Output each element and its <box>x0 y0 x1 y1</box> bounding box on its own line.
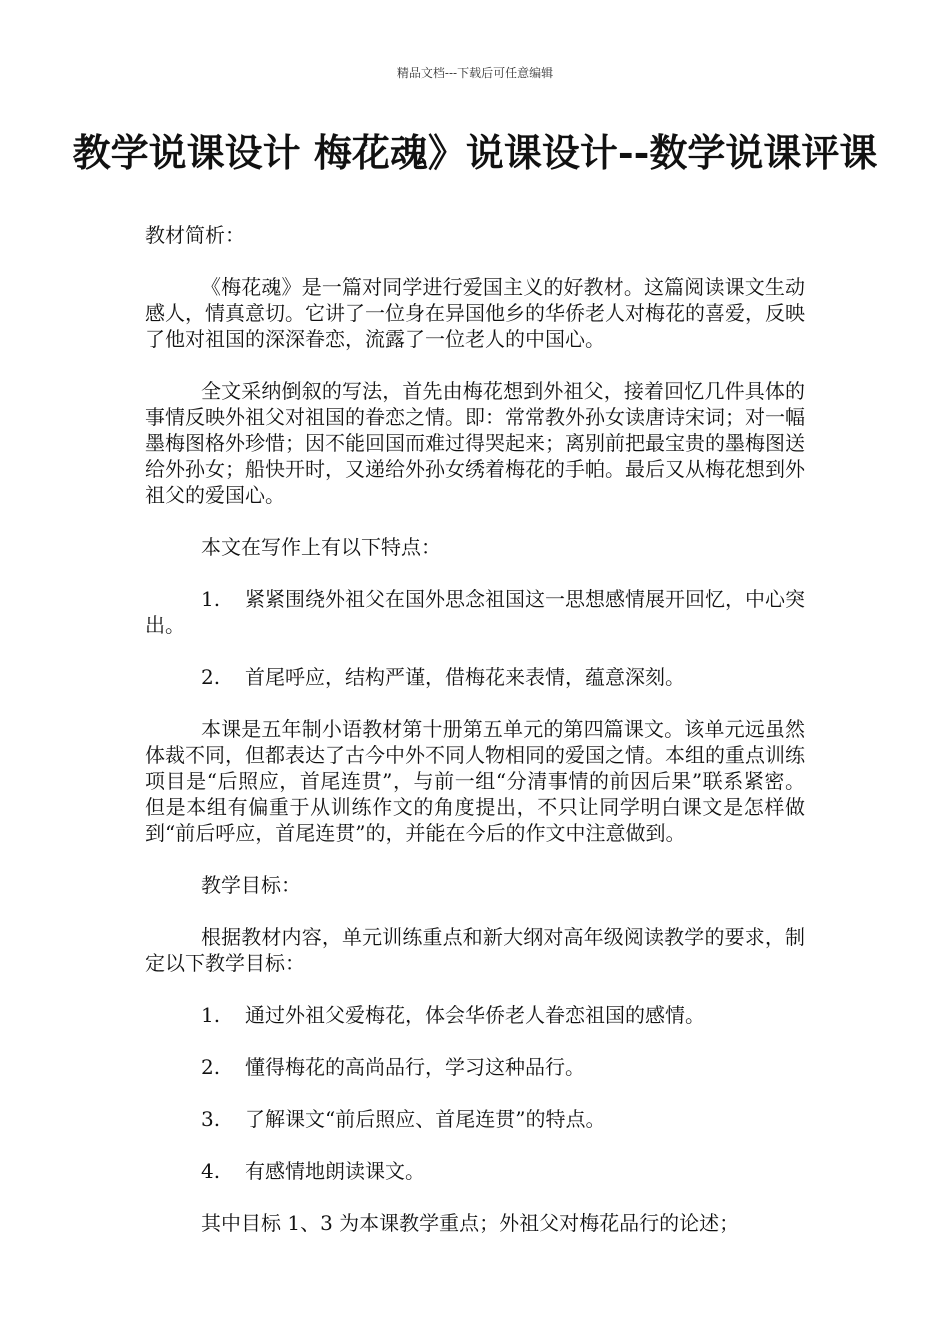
feature-1-text: 紧紧围绕外祖父在国外思念祖国这一思想感情展开回忆，中心突出。 <box>145 587 805 637</box>
document-title: 教学说课设计 梅花魂》说课设计--数学说课评课 <box>72 130 878 175</box>
feature-item-1 <box>145 586 805 638</box>
goal-4-number: 4. <box>201 1159 221 1183</box>
goal-3-number: 3. <box>201 1107 221 1131</box>
paragraph-1: 《梅花魂》是一篇对同学进行爱国主义的好教材。这篇阅读课文生动感人，情真意切。它讲了一位身在异国他乡的华侨老人对梅花的喜爱，反映了他对祖国的深深眷恋，流露了一位老人的中国心。 <box>145 275 805 351</box>
goal-1-number: 1. <box>201 1003 221 1027</box>
goal-2-text: 懂得梅花的高尚品行，学习这种品行。 <box>245 1055 585 1079</box>
goal-1-text: 通过外祖父爱梅花，体会华侨老人眷恋祖国的感情。 <box>245 1003 705 1027</box>
feature-item-2 <box>145 664 805 690</box>
goal-3-text: 了解课文“前后照应、首尾连贯”的特点。 <box>245 1107 606 1131</box>
feature-1-number: 1. <box>201 587 221 611</box>
paragraph-2: 全文采纳倒叙的写法，首先由梅花想到外祖父，接着回忆几件具体的事情反映外祖父对祖国的眷恋之情。即：常常教外孙女读唐诗宋词；对一幅墨梅图格外珍惜；因不能回国而难过得哭起来；离别前把最宝贵的墨梅图送给外孙女；船快开时，又递给外孙女绣着梅花的手帕。最后又从梅花想到外祖父的爱国心。 <box>145 379 805 507</box>
paragraph-3: 本文在写作上有以下特点： <box>201 535 441 559</box>
goal-item-3 <box>145 1106 805 1132</box>
paragraph-6: 其中目标 1、3 为本课教学重点；外祖父对梅花品行的论述； <box>201 1211 740 1235</box>
feature-2-number: 2. <box>201 665 221 689</box>
feature-2-text: 首尾呼应，结构严谨，借梅花来表情，蕴意深刻。 <box>245 665 685 689</box>
paragraph-4: 本课是五年制小语教材第十册第五单元的第四篇课文。该单元远虽然体裁不同，但都表达了古今中外不同人物相同的爱国之情。本组的重点训练项目是“后照应，首尾连贯”，与前一组“分清事情的前因后果”联系紧密。但是本组有偏重于从训练作文的角度提出，不只让同学明白课文是怎样做到“前后呼应，首尾连贯”的，并能在今后的作文中注意做到。 <box>145 717 805 845</box>
analysis-label: 教材简析： <box>145 223 245 247</box>
document-body <box>145 222 805 1236</box>
page-header: 精品文档---下载后可任意编辑 <box>396 66 554 80</box>
goal-2-number: 2. <box>201 1055 221 1079</box>
goals-label: 教学目标： <box>201 873 301 897</box>
paragraph-5: 根据教材内容，单元训练重点和新大纲对高年级阅读教学的要求，制定以下教学目标： <box>145 925 805 975</box>
goal-item-4 <box>145 1158 805 1184</box>
goal-item-1 <box>145 1002 805 1028</box>
goal-item-2 <box>145 1054 805 1080</box>
goal-4-text: 有感情地朗读课文。 <box>245 1159 425 1183</box>
